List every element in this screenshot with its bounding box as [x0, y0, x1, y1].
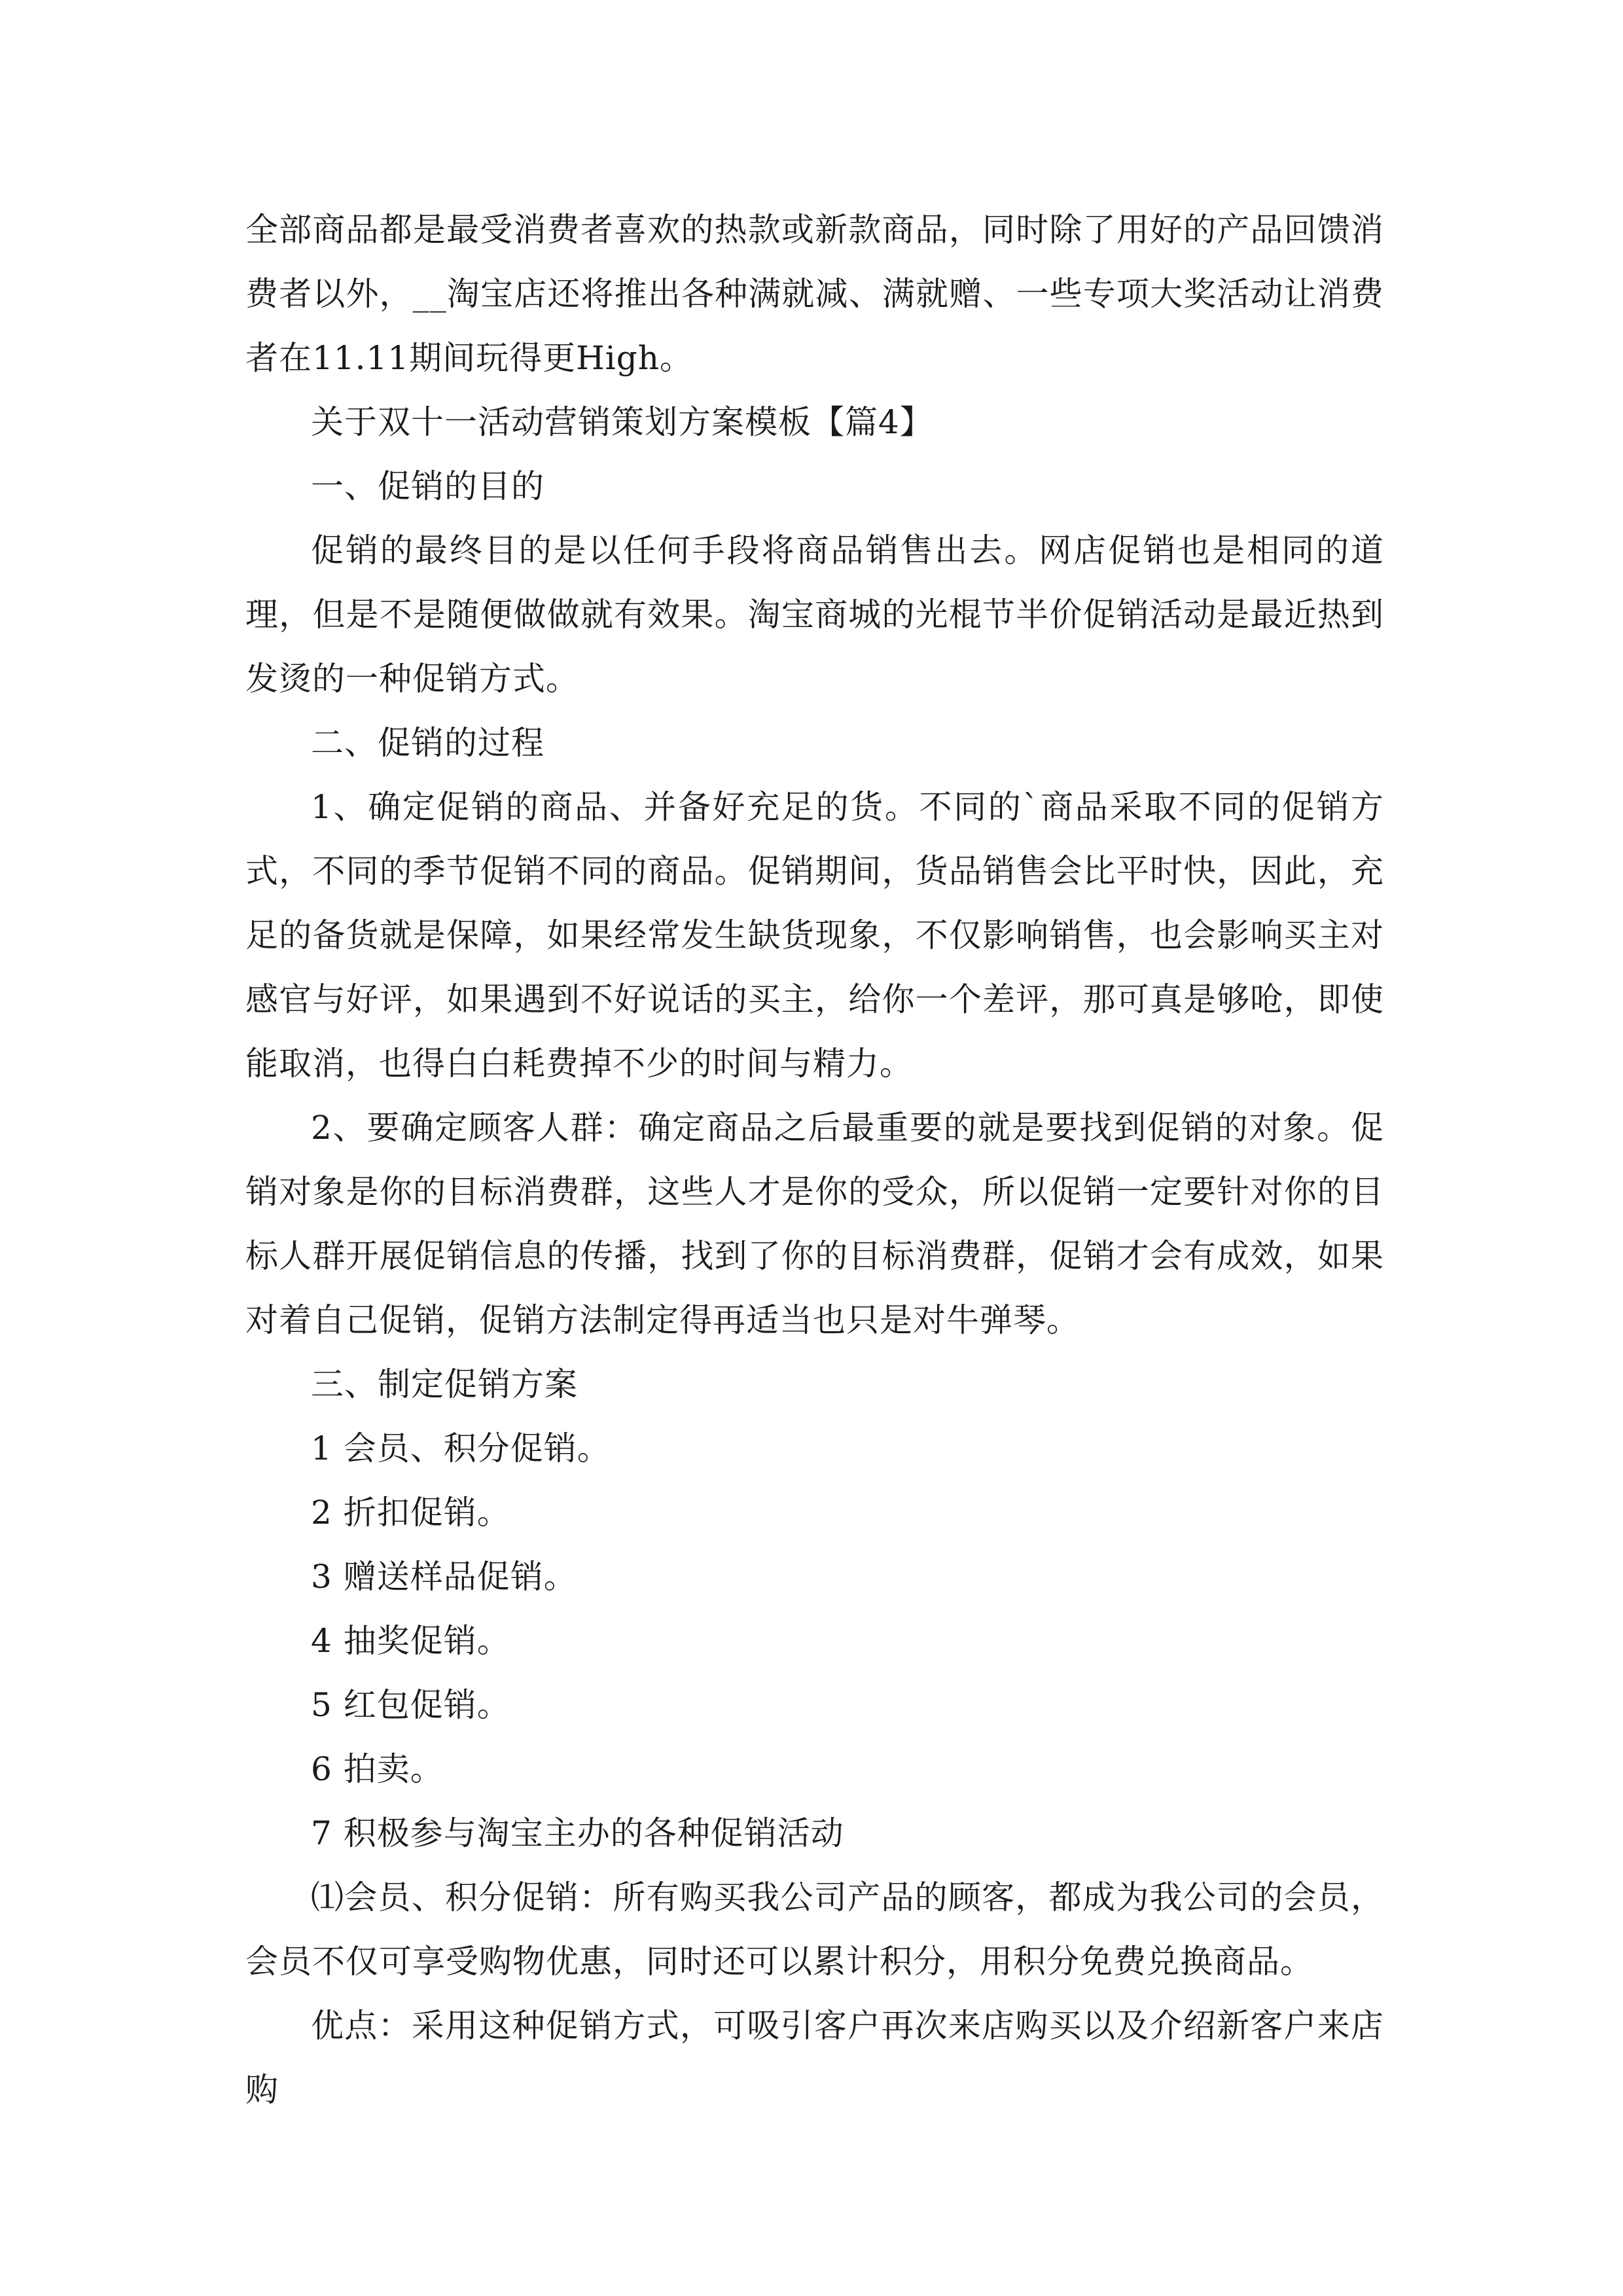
paragraph-process-2: 2、要确定顾客人群：确定商品之后最重要的就是要找到促销的对象。促销对象是你的目标消费群，这些人才是你的受众，所以促销一定要针对你的目标人群开展促销信息的传播，找到了你的目标消费群，促销才会有成效，如果对着自己促销，促销方法制定得再适当也只是对牛弹琴。: [245, 1109, 1384, 1339]
list-item: 5 红包促销。: [311, 1686, 510, 1724]
list-item: 1 会员、积分促销。: [311, 1429, 611, 1467]
paragraph-intro: 全部商品都是最受消费者喜欢的热款或新款商品，同时除了用好的产品回馈消费者以外，__淘宝店还将推出各种满就减、满就赠、一些专项大奖活动让消费者在11.11期间玩得更High。: [245, 211, 1384, 377]
list-item: 7 积极参与淘宝主办的各种促销活动: [311, 1814, 844, 1852]
list-item: 3 赠送样品促销。: [311, 1558, 577, 1596]
paragraph-advantage: 优点：采用这种促销方式，可吸引客户再次来店购买以及介绍新客户来店购: [245, 2007, 1384, 2109]
paragraph-purpose: 促销的最终目的是以任何手段将商品销售出去。网店促销也是相同的道理，但是不是随便做做就有效果。淘宝商城的光棍节半价促销活动是最近热到发烫的一种促销方式。: [245, 531, 1384, 698]
heading-purpose: 一、促销的目的: [311, 467, 544, 505]
heading-process: 二、促销的过程: [311, 724, 544, 762]
paragraph-process-1: 1、确定促销的商品、并备好充足的货。不同的`商品采取不同的促销方式，不同的季节促销不同的商品。促销期间，货品销售会比平时快，因此，充足的备货就是保障，如果经常发生缺货现象，不仅影响销售，也会影响买主对感官与好评，如果遇到不好说话的买主，给你一个差评，那可真是够呛，即使能取消，也得白白耗费掉不少的时间与精力。: [245, 788, 1384, 1083]
section-title: 关于双十一活动营销策划方案模板【篇4】: [311, 403, 933, 441]
heading-plan: 三、制定促销方案: [311, 1365, 578, 1403]
paragraph-member-points: ⑴会员、积分促销：所有购买我公司产品的顾客，都成为我公司的会员，会员不仅可享受购物优惠，同时还可以累计积分，用积分免费兑换商品。: [245, 1878, 1384, 1981]
body-text: [245, 198, 1384, 2122]
list-item: 2 折扣促销。: [311, 1494, 510, 1532]
list-item: 6 拍卖。: [311, 1750, 444, 1788]
list-item: 4 抽奖促销。: [311, 1622, 510, 1660]
